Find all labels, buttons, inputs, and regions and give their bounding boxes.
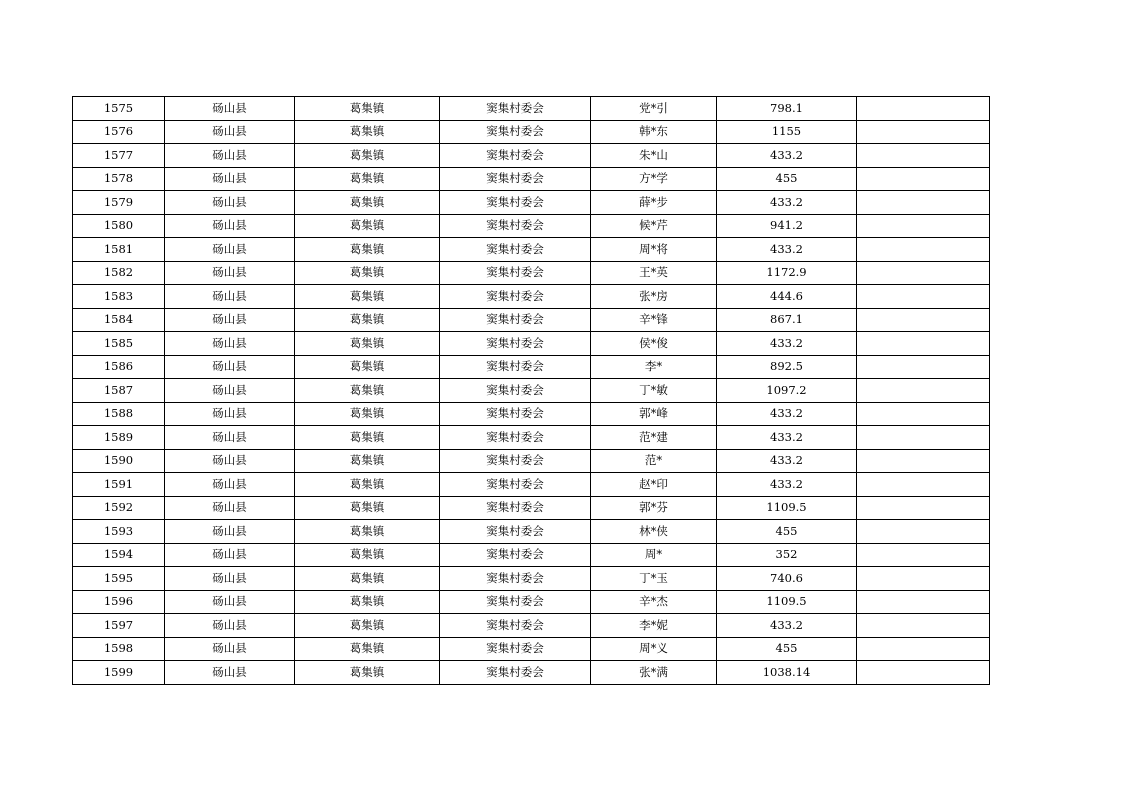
row-number-cell: 1588 [73,402,165,426]
county-cell: 砀山县 [165,97,295,121]
name-cell: 党*引 [591,97,717,121]
table-row [73,543,990,567]
name-cell: 李*妮 [591,614,717,638]
name-cell: 丁*玉 [591,567,717,591]
row-number-cell: 1592 [73,496,165,520]
county-cell: 砀山县 [165,261,295,285]
town-cell: 葛集镇 [295,167,440,191]
table-row [73,402,990,426]
county-cell: 砀山县 [165,379,295,403]
row-number-cell: 1598 [73,637,165,661]
county-cell: 砀山县 [165,144,295,168]
name-cell: 候*芹 [591,214,717,238]
row-number-cell: 1576 [73,120,165,144]
name-cell: 方*学 [591,167,717,191]
amount-cell: 1038.14 [717,661,857,685]
town-cell: 葛集镇 [295,661,440,685]
town-cell: 葛集镇 [295,120,440,144]
table-row [73,285,990,309]
village-committee-cell: 窦集村委会 [440,261,591,285]
table-row [73,144,990,168]
name-cell: 郭*峰 [591,402,717,426]
remark-cell [857,590,990,614]
village-committee-cell: 窦集村委会 [440,191,591,215]
row-number-cell: 1593 [73,520,165,544]
village-committee-cell: 窦集村委会 [440,520,591,544]
remark-cell [857,402,990,426]
county-cell: 砀山县 [165,520,295,544]
amount-cell: 1097.2 [717,379,857,403]
remark-cell [857,144,990,168]
row-number-cell: 1594 [73,543,165,567]
table-row [73,120,990,144]
row-number-cell: 1577 [73,144,165,168]
county-cell: 砀山县 [165,402,295,426]
village-committee-cell: 窦集村委会 [440,379,591,403]
remark-cell [857,543,990,567]
row-number-cell: 1599 [73,661,165,685]
table-row [73,191,990,215]
row-number-cell: 1587 [73,379,165,403]
village-committee-cell: 窦集村委会 [440,496,591,520]
village-committee-cell: 窦集村委会 [440,355,591,379]
village-committee-cell: 窦集村委会 [440,97,591,121]
name-cell: 周*义 [591,637,717,661]
table-row [73,496,990,520]
village-committee-cell: 窦集村委会 [440,238,591,262]
town-cell: 葛集镇 [295,144,440,168]
town-cell: 葛集镇 [295,449,440,473]
row-number-cell: 1582 [73,261,165,285]
remark-cell [857,238,990,262]
county-cell: 砀山县 [165,661,295,685]
name-cell: 郭*芬 [591,496,717,520]
amount-cell: 433.2 [717,332,857,356]
remark-cell [857,426,990,450]
amount-cell: 444.6 [717,285,857,309]
name-cell: 辛*杰 [591,590,717,614]
county-cell: 砀山县 [165,426,295,450]
data-table [72,96,990,685]
town-cell: 葛集镇 [295,590,440,614]
county-cell: 砀山县 [165,167,295,191]
row-number-cell: 1580 [73,214,165,238]
amount-cell: 433.2 [717,238,857,262]
town-cell: 葛集镇 [295,97,440,121]
remark-cell [857,449,990,473]
name-cell: 辛*锋 [591,308,717,332]
town-cell: 葛集镇 [295,402,440,426]
table-row [73,449,990,473]
row-number-cell: 1579 [73,191,165,215]
remark-cell [857,473,990,497]
name-cell: 周* [591,543,717,567]
village-committee-cell: 窦集村委会 [440,543,591,567]
village-committee-cell: 窦集村委会 [440,332,591,356]
name-cell: 王*英 [591,261,717,285]
table-row [73,238,990,262]
village-committee-cell: 窦集村委会 [440,144,591,168]
name-cell: 林*侠 [591,520,717,544]
amount-cell: 352 [717,543,857,567]
town-cell: 葛集镇 [295,379,440,403]
amount-cell: 892.5 [717,355,857,379]
amount-cell: 1172.9 [717,261,857,285]
town-cell: 葛集镇 [295,261,440,285]
village-committee-cell: 窦集村委会 [440,590,591,614]
row-number-cell: 1578 [73,167,165,191]
town-cell: 葛集镇 [295,614,440,638]
remark-cell [857,567,990,591]
town-cell: 葛集镇 [295,355,440,379]
remark-cell [857,661,990,685]
amount-cell: 433.2 [717,426,857,450]
name-cell: 周*将 [591,238,717,262]
row-number-cell: 1596 [73,590,165,614]
remark-cell [857,355,990,379]
town-cell: 葛集镇 [295,214,440,238]
amount-cell: 433.2 [717,144,857,168]
amount-cell: 798.1 [717,97,857,121]
remark-cell [857,191,990,215]
table-row [73,520,990,544]
name-cell: 丁*敏 [591,379,717,403]
table-body [73,97,990,685]
name-cell: 薛*步 [591,191,717,215]
amount-cell: 433.2 [717,402,857,426]
row-number-cell: 1581 [73,238,165,262]
town-cell: 葛集镇 [295,332,440,356]
remark-cell [857,614,990,638]
amount-cell: 433.2 [717,473,857,497]
village-committee-cell: 窦集村委会 [440,614,591,638]
amount-cell: 1109.5 [717,496,857,520]
remark-cell [857,379,990,403]
town-cell: 葛集镇 [295,426,440,450]
row-number-cell: 1590 [73,449,165,473]
village-committee-cell: 窦集村委会 [440,308,591,332]
county-cell: 砀山县 [165,332,295,356]
table-row [73,637,990,661]
county-cell: 砀山县 [165,614,295,638]
village-committee-cell: 窦集村委会 [440,120,591,144]
remark-cell [857,167,990,191]
amount-cell: 740.6 [717,567,857,591]
table-row [73,426,990,450]
county-cell: 砀山县 [165,590,295,614]
town-cell: 葛集镇 [295,496,440,520]
row-number-cell: 1589 [73,426,165,450]
row-number-cell: 1597 [73,614,165,638]
county-cell: 砀山县 [165,637,295,661]
amount-cell: 867.1 [717,308,857,332]
table-row [73,567,990,591]
county-cell: 砀山县 [165,567,295,591]
table-row [73,261,990,285]
village-committee-cell: 窦集村委会 [440,402,591,426]
table-row [73,379,990,403]
row-number-cell: 1586 [73,355,165,379]
town-cell: 葛集镇 [295,637,440,661]
county-cell: 砀山县 [165,543,295,567]
village-committee-cell: 窦集村委会 [440,567,591,591]
town-cell: 葛集镇 [295,191,440,215]
county-cell: 砀山县 [165,473,295,497]
row-number-cell: 1591 [73,473,165,497]
amount-cell: 433.2 [717,449,857,473]
amount-cell: 1109.5 [717,590,857,614]
row-number-cell: 1575 [73,97,165,121]
amount-cell: 941.2 [717,214,857,238]
remark-cell [857,120,990,144]
amount-cell: 455 [717,167,857,191]
name-cell: 朱*山 [591,144,717,168]
amount-cell: 433.2 [717,614,857,638]
village-committee-cell: 窦集村委会 [440,167,591,191]
name-cell: 范*建 [591,426,717,450]
remark-cell [857,214,990,238]
town-cell: 葛集镇 [295,238,440,262]
town-cell: 葛集镇 [295,473,440,497]
village-committee-cell: 窦集村委会 [440,661,591,685]
town-cell: 葛集镇 [295,520,440,544]
table-row [73,97,990,121]
table-row [73,661,990,685]
name-cell: 韩*东 [591,120,717,144]
name-cell: 侯*俊 [591,332,717,356]
village-committee-cell: 窦集村委会 [440,214,591,238]
town-cell: 葛集镇 [295,285,440,309]
table-row [73,167,990,191]
county-cell: 砀山县 [165,191,295,215]
county-cell: 砀山县 [165,496,295,520]
remark-cell [857,332,990,356]
county-cell: 砀山县 [165,238,295,262]
county-cell: 砀山县 [165,449,295,473]
name-cell: 张*房 [591,285,717,309]
table-row [73,355,990,379]
town-cell: 葛集镇 [295,308,440,332]
county-cell: 砀山县 [165,214,295,238]
county-cell: 砀山县 [165,308,295,332]
table-row [73,590,990,614]
town-cell: 葛集镇 [295,567,440,591]
table-row [73,473,990,497]
county-cell: 砀山县 [165,355,295,379]
amount-cell: 1155 [717,120,857,144]
village-committee-cell: 窦集村委会 [440,285,591,309]
table-row [73,214,990,238]
village-committee-cell: 窦集村委会 [440,426,591,450]
name-cell: 李* [591,355,717,379]
county-cell: 砀山县 [165,285,295,309]
row-number-cell: 1584 [73,308,165,332]
county-cell: 砀山县 [165,120,295,144]
remark-cell [857,308,990,332]
amount-cell: 433.2 [717,191,857,215]
table-row [73,308,990,332]
remark-cell [857,520,990,544]
remark-cell [857,285,990,309]
remark-cell [857,637,990,661]
remark-cell [857,496,990,520]
village-committee-cell: 窦集村委会 [440,449,591,473]
town-cell: 葛集镇 [295,543,440,567]
village-committee-cell: 窦集村委会 [440,637,591,661]
remark-cell [857,97,990,121]
name-cell: 赵*印 [591,473,717,497]
table-row [73,614,990,638]
row-number-cell: 1585 [73,332,165,356]
remark-cell [857,261,990,285]
village-committee-cell: 窦集村委会 [440,473,591,497]
row-number-cell: 1595 [73,567,165,591]
row-number-cell: 1583 [73,285,165,309]
amount-cell: 455 [717,520,857,544]
amount-cell: 455 [717,637,857,661]
name-cell: 张*满 [591,661,717,685]
name-cell: 范* [591,449,717,473]
table-row [73,332,990,356]
